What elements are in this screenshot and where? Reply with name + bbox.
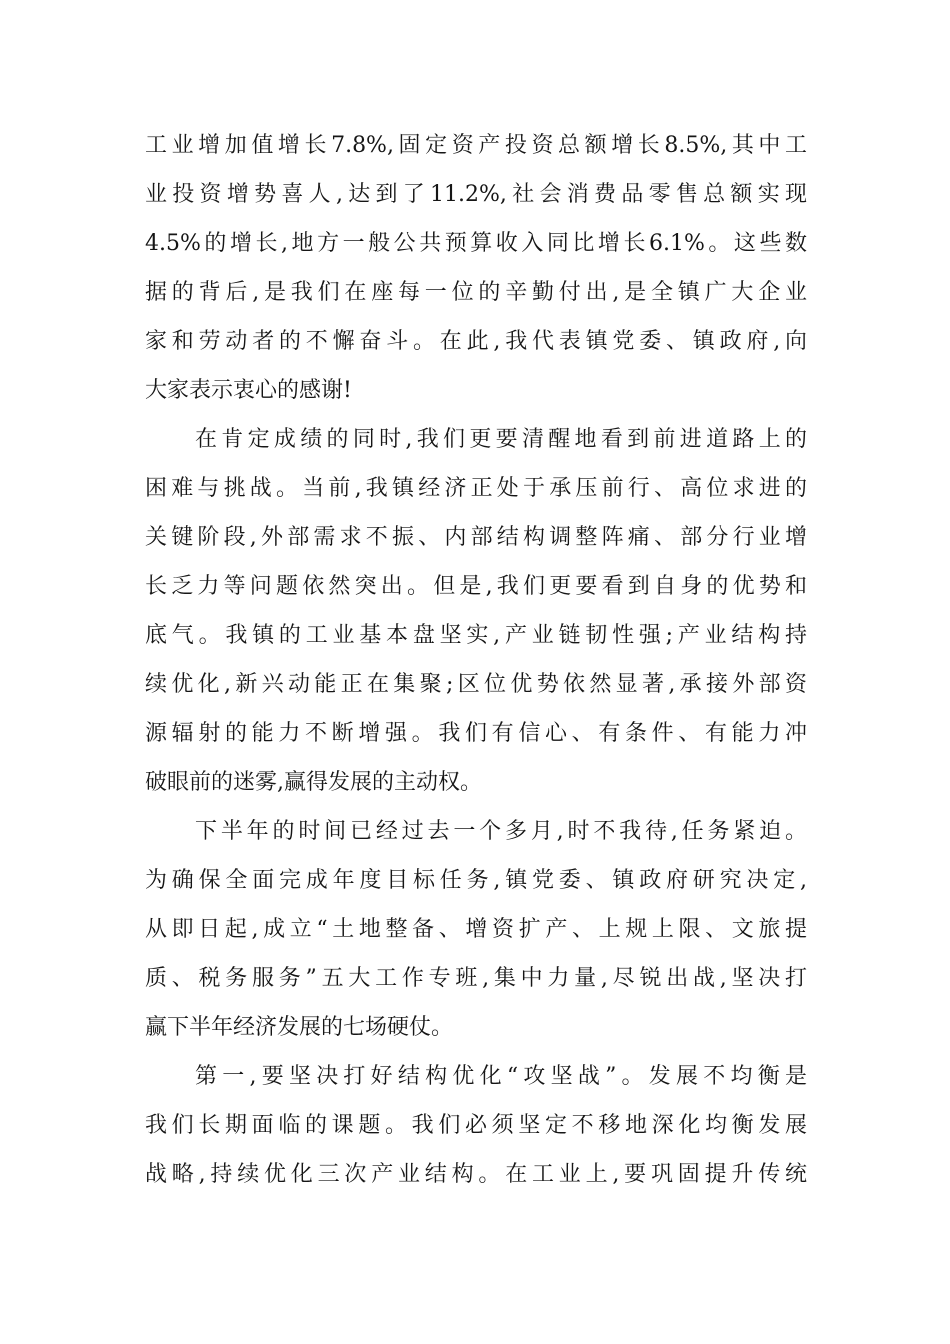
text-line: 家和劳动者的不懈奋斗。在此,我代表镇党委、镇政府,向 — [145, 328, 807, 354]
text-line: 困难与挑战。当前,我镇经济正处于承压前行、高位求进的 — [145, 475, 807, 501]
text-line: 从即日起,成立“土地整备、增资扩产、上规上限、文旅提 — [145, 916, 807, 942]
text-line: 我们长期面临的课题。我们必须坚定不移地深化均衡发展 — [145, 1112, 807, 1138]
text-line: 业投资增势喜人,达到了11.2%,社会消费品零售总额实现 — [145, 181, 807, 207]
text-line: 底气。我镇的工业基本盘坚实,产业链韧性强;产业结构持 — [145, 622, 807, 648]
text-line: 大家表示衷心的感谢! — [145, 377, 352, 403]
text-line: 破眼前的迷雾,赢得发展的主动权。 — [145, 769, 482, 795]
text-line: 续优化,新兴动能正在集聚;区位优势依然显著,承接外部资 — [145, 671, 807, 697]
text-line: 关键阶段,外部需求不振、内部结构调整阵痛、部分行业增 — [145, 524, 807, 550]
text-line: 据的背后,是我们在座每一位的辛勤付出,是全镇广大企业 — [145, 279, 807, 305]
text-line: 战略,持续优化三次产业结构。在工业上,要巩固提升传统 — [145, 1161, 807, 1187]
text-line: 第一,要坚决打好结构优化“攻坚战”。发展不均衡是 — [195, 1063, 807, 1089]
text-line: 下半年的时间已经过去一个多月,时不我待,任务紧迫。 — [195, 818, 807, 844]
text-line: 质、税务服务”五大工作专班,集中力量,尽锐出战,坚决打 — [145, 965, 807, 991]
text-line: 长乏力等问题依然突出。但是,我们更要看到自身的优势和 — [145, 573, 807, 599]
text-line: 工业增加值增长7.8%,固定资产投资总额增长8.5%,其中工 — [145, 132, 807, 158]
text-line: 源辐射的能力不断增强。我们有信心、有条件、有能力冲 — [145, 720, 807, 746]
text-line: 在肯定成绩的同时,我们更要清醒地看到前进道路上的 — [195, 426, 807, 452]
text-line: 4.5%的增长,地方一般公共预算收入同比增长6.1%。这些数 — [145, 230, 807, 256]
text-line: 赢下半年经济发展的七场硬仗。 — [145, 1014, 454, 1040]
text-line: 为确保全面完成年度目标任务,镇党委、镇政府研究决定, — [145, 867, 807, 893]
